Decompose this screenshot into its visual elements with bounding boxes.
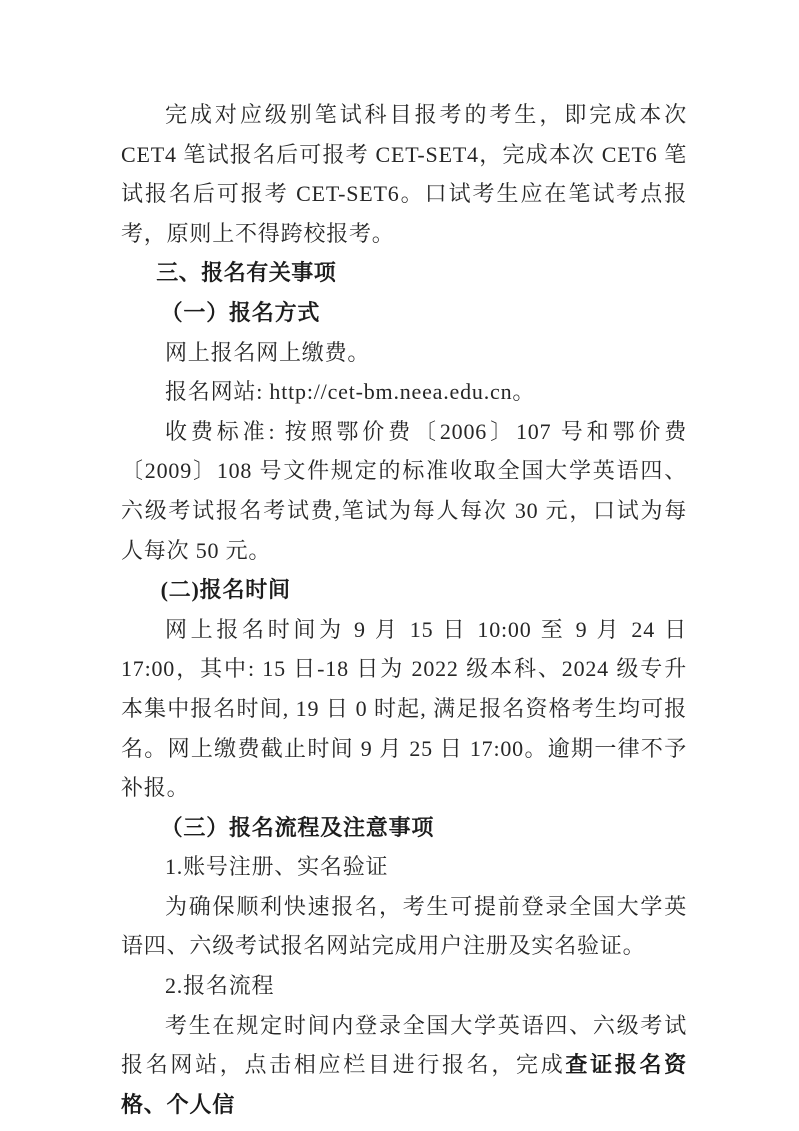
para-fee-standard — [121, 412, 687, 570]
bold-text-run: （三）报名流程及注意事项 — [160, 814, 435, 840]
para-registration-website — [121, 372, 687, 412]
para-online-registration — [121, 333, 687, 373]
para-registration-schedule — [121, 610, 687, 808]
bold-text-run: 三、报名有关事项 — [156, 260, 337, 286]
heading-registration-time — [121, 570, 687, 610]
para-step1-title — [121, 847, 687, 887]
bold-text-run: (二)报名时间 — [160, 577, 291, 603]
text-run: 网上报名网上缴费。 — [165, 339, 371, 365]
bold-text-run: （一）报名方式 — [160, 299, 321, 325]
text-run: 报名网站: http://cet-bm.neea.edu.cn。 — [165, 379, 536, 405]
bold-text-run: 查证报名资格、个人信 — [121, 1052, 687, 1117]
para-oral-exam-rule — [121, 95, 687, 253]
text-run: 2.报名流程 — [165, 973, 275, 999]
para-step1-detail — [121, 887, 687, 966]
text-run: 为确保顺利快速报名，考生可提前登录全国大学英语四、六级考试报名网站完成用户注册及实名验证。 — [121, 893, 687, 959]
document-content — [121, 95, 687, 1124]
text-run: 1.账号注册、实名验证 — [165, 854, 389, 880]
heading-registration-method — [121, 293, 687, 333]
text-run: 收费标准: 按照鄂价费〔2006〕107 号和鄂价费〔2009〕108 号文件规定的标准收取全国大学英语四、六级考试报名考试费,笔试为每人每次 30 元，口试为每人每次 50 元。 — [121, 418, 687, 563]
para-step2-title — [121, 966, 687, 1006]
heading-section-three — [121, 253, 687, 293]
para-step2-detail — [121, 1006, 687, 1125]
text-run: 完成对应级别笔试科目报考的考生，即完成本次 CET4 笔试报名后可报考 CET-SET4，完成本次 CET6 笔试报名后可报考 CET-SET6。口试考生应在笔试考点报考，原则上不得跨校报考。 — [121, 102, 687, 246]
heading-registration-process — [121, 808, 687, 848]
text-run: 网上报名时间为 9 月 15 日 10:00 至 9 月 24 日 17:00，其中: 15 日-18 日为 2022 级本科、2024 级专升本集中报名时间, 19 日 0 时起, 满足报名资格考生均可报名。网上缴费截止时间 9 月 25 日 17:00。逾期一律不予补报。 — [121, 616, 687, 801]
text-run: 考生在规定时间内登录全国大学英语四、六级考试报名网站，点击相应栏目进行报名，完成 — [121, 1012, 687, 1078]
